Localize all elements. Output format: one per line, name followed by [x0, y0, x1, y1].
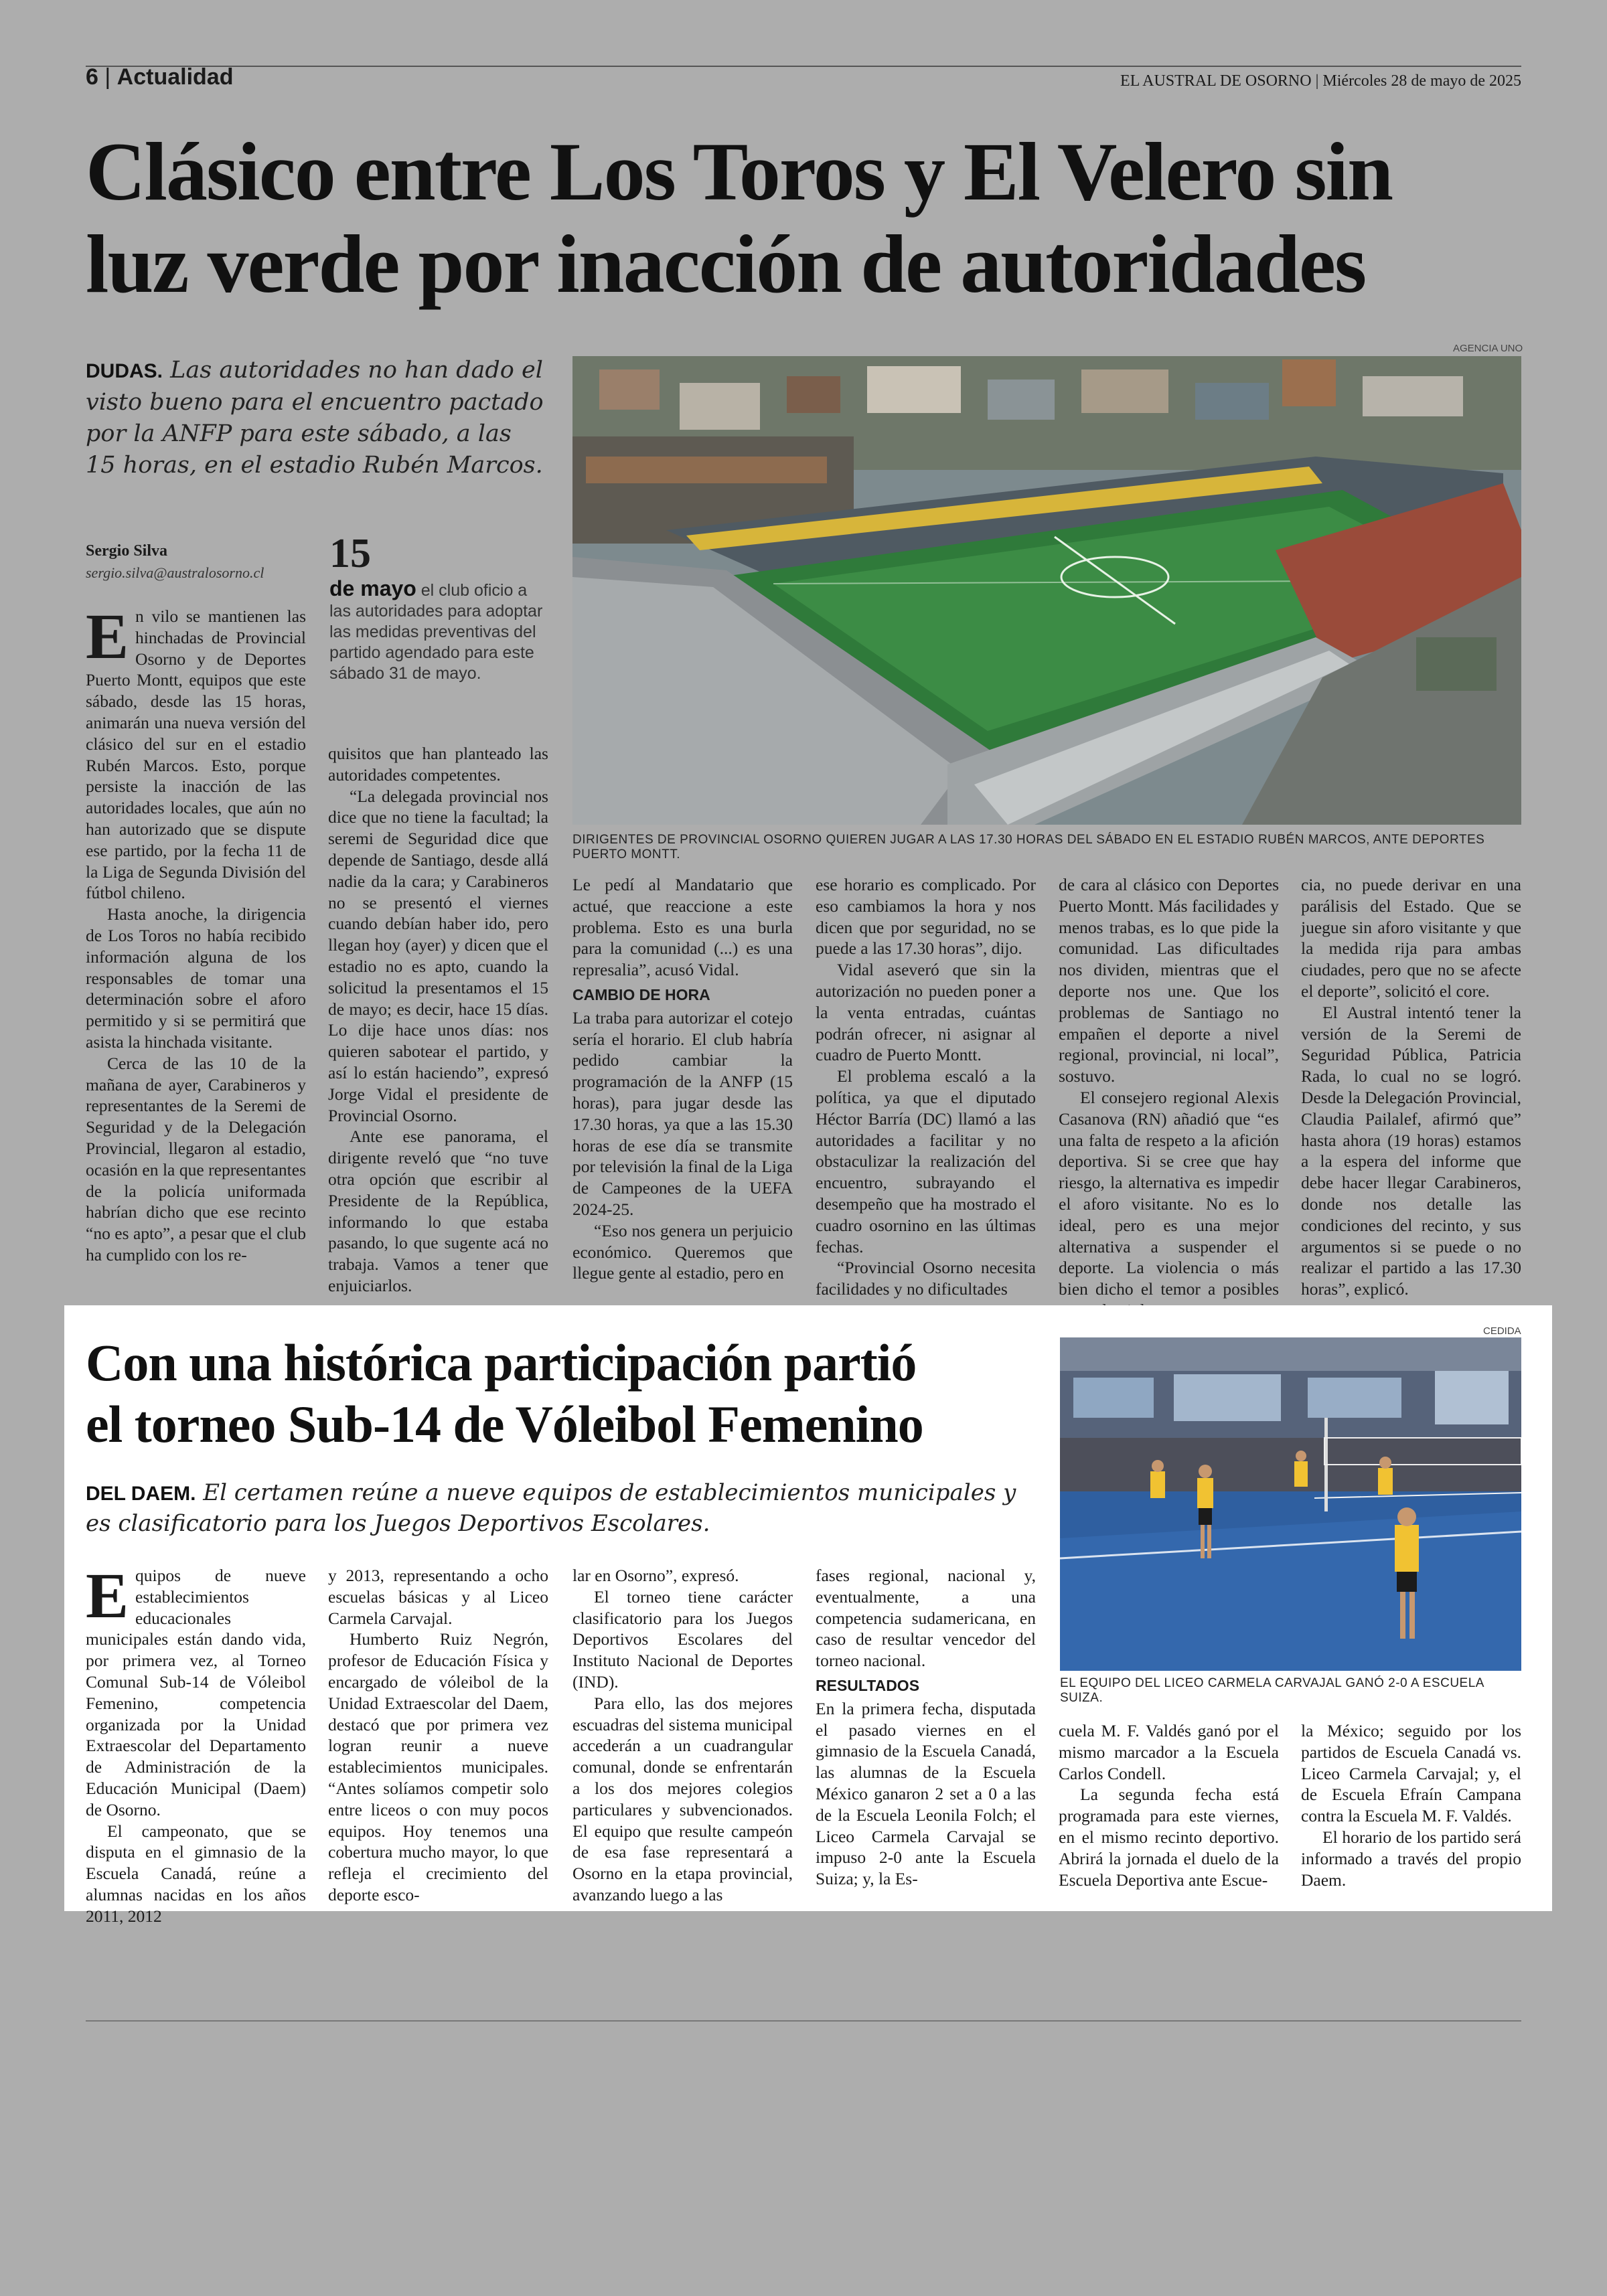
article2-dek-text: El certamen reúne a nueve equipos de establecimientos municipales y es clasificatorio para los Juegos Deportivos Escolares. — [86, 1479, 1016, 1537]
article1-col5 — [1059, 874, 1279, 1321]
article1-col4-p4: “Provincial Osorno necesita facilidades y no dificultades — [816, 1258, 1036, 1299]
section-name: Actualidad — [117, 64, 234, 90]
author-email[interactable]: sergio.silva@australosorno.cl — [86, 564, 264, 581]
highlight-bold: de mayo — [329, 576, 416, 600]
highlight-text-block — [329, 578, 545, 684]
article2-headline — [86, 1332, 1050, 1455]
article1-headline-line1: Clásico entre Los Toros y El Velero sin — [86, 126, 1393, 218]
article1-kicker: DUDAS. — [86, 360, 163, 382]
article2-col1-p1: quipos de nueve establecimientos educacionales municipales están dando vida, por primera vez, al Torneo Comunal Sub-14 de Vóleibol Femenino, competencia organizada por la Unidad Extraescolar del Departamento de Administración de la Educación Municipal (Daem) de Osorno. — [86, 1566, 306, 1819]
article2-col4 — [816, 1565, 1036, 1890]
article2-col6-p1: la México; seguido por los partidos de Escuela Canadá vs. Liceo Carmela Carvajal; y, el de Escuela Efraín Campana contra la Escuela M. F. Valdés. — [1301, 1721, 1521, 1826]
article2-col2 — [328, 1565, 548, 1906]
article2-kicker: DEL DAEM. — [86, 1483, 196, 1505]
article1-col4-p3: El problema escaló a la política, ya que el diputado Héctor Barría (DC) llamó a las autoridades a facilitar y no obstaculizar la realización del encuentro, subrayando el desempeño que ha mostrado el cuadro osornino en las últimas fechas. — [816, 1066, 1036, 1256]
stadium-illustration — [572, 356, 1521, 825]
article1-col4-p2: Vidal aseveró que sin la autorización no pueden poner a la venta entradas, cuántas podrán ofrecer, ni asignar al cuadro de Puerto Montt. — [816, 960, 1036, 1065]
publication-name: EL AUSTRAL DE OSORNO — [1120, 72, 1312, 90]
publication-date: Miércoles 28 de mayo de 2025 — [1322, 72, 1521, 90]
article1-col4 — [816, 874, 1036, 1300]
article2-col3-p2: El torneo tiene carácter clasificatorio para los Juegos Deportivos Escolares del Instituto Nacional de Deportes (IND). — [572, 1586, 793, 1692]
article1-col3-p1: Le pedí al Mandatario que actué, que reaccione a este problema. Esto es una burla para la comunidad (...) es una represalia”, acusó Vidal. — [572, 875, 793, 980]
article1-col1-p2: Hasta anoche, la dirigencia de Los Toros no había recibido información alguna de los responsables de tomar una determinación sobre el aforo permitido y si se permitirá que asista la hinchada visitante. — [86, 904, 306, 1052]
article1-col5-p1: de cara al clásico con Deportes Puerto Montt. Más facilidades y menos trabas, es lo que pide la comunidad. Las dificultades nos dividen, mientras que el deporte nos une. Que los problemas de Santiago no empañen el deporte a nivel regional, provincial, ni local”, sostuvo. — [1059, 875, 1279, 1086]
article2-col4-p2: En la primera fecha, disputada el pasado viernes en el gimnasio de la Escuela Canadá, las alumnas de la Escuela México ganaron 2 set a 0 a las de la Escuela Leonila Folch; el Liceo Carmela Carvajal se impuso 2-0 ante la Escuela Suiza; y, la Es- — [816, 1698, 1036, 1889]
publication-dateline: EL AUSTRAL DE OSORNO | Miércoles 28 de mayo de 2025 — [1120, 72, 1521, 90]
article1-col1 — [86, 600, 306, 1266]
article1-col2-p3: Ante ese panorama, el dirigente reveló que “no tuve otra opción que escribir al Presidente de la República, informando lo que estaba pasando, lo que sugente acá no trabaja. Vamos a tener que enjuiciarlos. — [328, 1127, 548, 1295]
article1-col5-p2: El consejero regional Alexis Casanova (RN) añadió que “es una falta de respeto a la afición deportiva. Si se cree que hay riesgo, la alternativa es impedir el aforo visitante. No es lo ideal, pero es una mejor alternativa a suspender el deporte. La violencia o más bien dicho el temor a posibles — [1059, 1087, 1279, 1299]
article1-dek — [86, 355, 548, 481]
volleyball-photo — [1060, 1337, 1521, 1671]
article1-subheading: CAMBIO DE HORA — [572, 985, 710, 1003]
article1-photo-credit: AGENCIA UNO — [1453, 343, 1523, 354]
article1-headline-line2: luz verde por inacción de autoridades — [86, 218, 1366, 310]
article1-col1-p3: Cerca de las 10 de la mañana de ayer, Carabineros y representantes de la Seremi de Seguridad y de la Delegación Provincial, llegaron al estadio, ocasión en la que representantes de la policía uniformada habrían dicho que ese recinto “no es apto”, a pesar que el club ha cumplido con los re- — [86, 1053, 306, 1264]
article2-col5-p2: La segunda fecha está programada para este viernes, en el mismo recinto deportivo. Abrirá la jornada el duelo de la Escuela Deportiva ante Escue- — [1059, 1785, 1279, 1890]
article1-col3-p2: La traba para autorizar el cotejo sería el horario. El club habría pedido cambiar la programación de la ANFP (15 horas), para jugar desde las 17.30 horas, ya que a las 15.30 horas de ese día se transmite por televisión la final de la Liga de Campeones de la UEFA 2024-25. — [572, 1007, 793, 1219]
article1-col1-p1: n vilo se mantienen las hinchadas de Provincial Osorno y de Deportes Puerto Montt, equipos que este sábado, desde las 15 horas, animarán una nueva versión del clásico del sur en el estadio Rubén Marcos. Esto, porque persiste la inacción de las autoridades locales, que aún no han autorizado que se dispute ese partido, por la fecha 11 de la Liga de Segunda División del fútbol chileno. — [86, 606, 306, 903]
bottom-rule — [86, 2020, 1521, 2022]
article2-dropcap: E — [86, 1560, 129, 1631]
highlight-number: 15 — [329, 531, 371, 576]
article1-col3 — [572, 874, 793, 1284]
article1-col4-p1: ese horario es complicado. Por eso cambiamos la hora y nos dicen que por seguridad, no se puede a las 17.30 horas”, dijo. — [816, 875, 1036, 959]
article2-col2-p1: y 2013, representando a ocho escuelas básicas y al Liceo Carmela Carvajal. — [328, 1566, 548, 1628]
stadium-photo — [572, 356, 1521, 825]
highlight-box — [329, 533, 545, 684]
page-section-label: 6 | Actualidad — [86, 64, 234, 90]
article2-col3-p3: Para ello, las dos mejores escuadras del sistema municipal accederán a un cuadrangular comunal, donde se enfrentarán a los dos mejores colegios particulares y subvencionados. El equipo que resulte campeón de esa fase representará a Osorno en la etapa provincial, avanzando luego a las — [572, 1693, 793, 1904]
volleyball-illustration — [1060, 1337, 1521, 1671]
article1-col6-p2: El Austral intentó tener la versión de la Seremi de Seguridad Pública, Patricia Rada, lo cual no se logró. Desde la Delegación Provincial, Claudia Pailalef, afirmó que” hasta ahora (19 horas) estamos a la espera del informe que debe hacer llegar Carabineros, donde nos detalle las condiciones del recinto, y sus argumentos si se puede o no realizar el partido a las 17.30 horas”, explicó. — [1301, 1002, 1521, 1299]
article2-col1-p2: El campeonato, que se disputa en el gimnasio de la Escuela Canadá, reúne a alumnas nacidas en los años 2011, 2012 — [86, 1821, 306, 1926]
article1-dek-text: Las autoridades no han dado el visto bueno para el encuentro pactado por la ANFP para este sábado, a las 15 horas, en el estadio Rubén Marcos. — [86, 357, 544, 479]
article1-col6-p1: cia, no puede derivar en una parálisis del Estado. Que se juegue sin aforo visitante y que la medida rija para ambas ciudades, pero que no se afecte el deporte”, solicitó el core. — [1301, 875, 1521, 1001]
article2-col1 — [86, 1560, 306, 1927]
article1-col2 — [328, 743, 548, 1297]
article1-col2-p1: quisitos que han planteado las autoridades competentes. — [328, 744, 548, 785]
top-rule — [86, 66, 1521, 67]
article2-dek — [86, 1478, 1037, 1539]
article2-col2-p2: Humberto Ruiz Negrón, profesor de Educación Física y encargado de vóleibol de la Unidad Extraescolar del Daem, destacó que por primera vez logran reunir a nueve establecimientos municipales. “Antes solíamos competir solo entre liceos o con muy pocos equipos. Hoy tenemos una cobertura mucho mayor, lo que refleja el crecimiento del deporte esco- — [328, 1629, 548, 1904]
article2-col5 — [1059, 1720, 1279, 1890]
article2-photo-credit: CEDIDA — [1483, 1325, 1521, 1337]
highlight-text: el club oficio a las autoridades para adoptar las medidas preventivas del partido agendado para este sábado 31 de mayo. — [329, 581, 543, 683]
article1-dropcap: E — [86, 600, 129, 672]
article2-col6-p2: El horario de los partido será informado a través del propio Daem. — [1301, 1827, 1521, 1890]
article2-headline-line2: el torneo Sub-14 de Vóleibol Femenino — [86, 1395, 923, 1453]
article1-col2-p2: “La delegada provincial nos dice que no tiene la facultad; la seremi de Seguridad dice que depende de Santiago, desde allá nadie da la cara; y Carabineros no se presentó el viernes cuando debían haber ido, pero llegan hoy (ayer) y dicen que el estadio no es apto, cuando la solicitud la presentamos el 15 de mayo; es decir, hace 15 días. Lo dije hace unos días: nos quieren sabotear el partido, y así lo están haciendo”, expresó Jorge Vidal el presidente de Provincial Osorno. — [328, 786, 548, 1125]
author-name: Sergio Silva — [86, 542, 168, 560]
article2-headline-line1: Con una histórica participación partió — [86, 1333, 917, 1392]
article1-headline — [86, 126, 1525, 311]
article2-col5-p1: cuela M. F. Valdés ganó por el mismo marcador a la Escuela Carlos Condell. — [1059, 1721, 1279, 1783]
article1-col3-p3: “Eso nos genera un perjuicio económico. Queremos que llegue gente al estadio, pero en — [572, 1220, 793, 1283]
article2-photo-caption: EL EQUIPO DEL LICEO CARMELA CARVAJAL GANÓ 2-0 A ESCUELA SUIZA. — [1060, 1676, 1484, 1705]
article1-col6 — [1301, 874, 1521, 1300]
article2-col3-p1: lar en Osorno”, expresó. — [572, 1566, 739, 1585]
article2-col3 — [572, 1565, 793, 1906]
article2-col6 — [1301, 1720, 1521, 1890]
article1-photo-caption: DIRIGENTES DE PROVINCIAL OSORNO QUIEREN JUGAR A LAS 17.30 HORAS DEL SÁBADO EN EL ESTADIO RUBÉN MARCOS, ANTE DEPORTES PUERTO MONTT. — [572, 833, 1485, 862]
article2-subheading: RESULTADOS — [816, 1676, 920, 1694]
article2-col4-p1: fases regional, nacional y, eventualmente, a una competencia sudamericana, en caso de resultar vencedor del torneo nacional. — [816, 1566, 1036, 1671]
page-number: 6 — [86, 64, 98, 90]
